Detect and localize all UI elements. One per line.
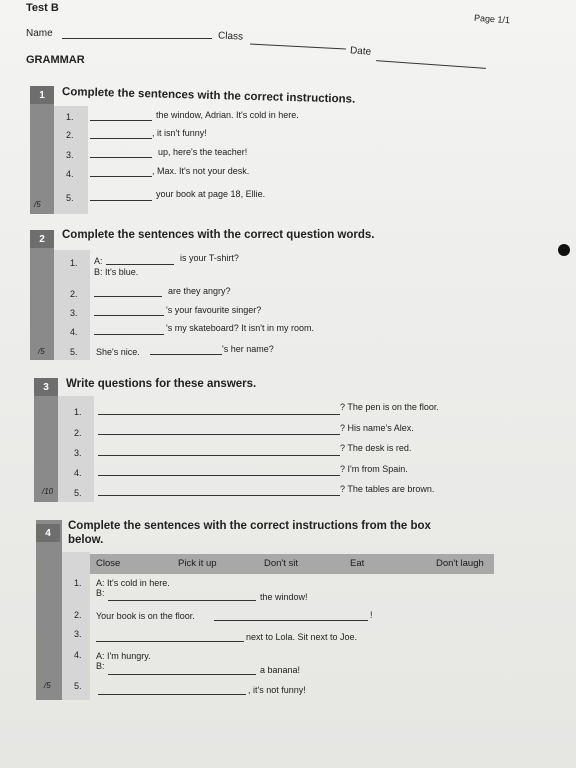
s3-blank — [98, 434, 340, 435]
s3-item-num: 4. — [74, 468, 82, 478]
s3-item-text: ? The desk is red. — [340, 443, 412, 453]
word-box-option: Don't laugh — [436, 558, 484, 569]
s4-speaker-b: B: — [96, 661, 105, 671]
s4-item-num: 3. — [74, 629, 82, 639]
s4-speaker-a: A: It's cold in here. — [96, 578, 170, 588]
page-number: Page 1/1 — [473, 12, 511, 26]
section3-title: Write questions for these answers. — [66, 378, 257, 390]
s2-speaker-a: A: — [94, 256, 103, 266]
s1-item-num: 4. — [66, 169, 74, 179]
s4-blank — [108, 674, 256, 675]
s3-blank — [98, 475, 340, 476]
s1-blank — [90, 138, 152, 139]
s1-item-num: 3. — [66, 150, 74, 160]
section4-score: /5 — [44, 681, 51, 690]
s2-item-text: 's my skateboard? It isn't in my room. — [166, 323, 314, 333]
s4-speaker-a: A: I'm hungry. — [96, 651, 151, 661]
s3-blank — [98, 495, 340, 496]
date-label: Date — [349, 45, 372, 58]
s4-blank — [98, 694, 246, 695]
s1-blank — [90, 200, 152, 201]
word-box-option: Don't sit — [264, 558, 299, 569]
s3-item-num: 5. — [74, 488, 82, 498]
s2-blank — [150, 354, 222, 355]
s2-item-num: 1. — [70, 258, 78, 268]
name-line — [62, 38, 212, 39]
s1-item-text: your book at page 18, Ellie. — [156, 189, 266, 199]
section2-title: Complete the sentences with the correct question words. — [62, 229, 375, 241]
s3-item-num: 3. — [74, 448, 82, 458]
s2-item-text: are they angry? — [168, 286, 231, 296]
section3-number: 3 — [34, 378, 58, 396]
punch-hole — [558, 244, 570, 256]
s3-item-text: ? The pen is on the floor. — [340, 402, 439, 412]
section2-score: /5 — [38, 347, 45, 356]
s1-item-text: , Max. It's not your desk. — [152, 166, 250, 176]
date-line — [376, 60, 486, 69]
s2-item-num: 4. — [70, 327, 78, 337]
word-box-option: Eat — [350, 558, 365, 569]
s2-item-text: 's her name? — [222, 344, 274, 354]
s4-blank — [108, 600, 256, 601]
s4-item-num: 1. — [74, 578, 82, 588]
word-box — [90, 554, 494, 574]
word-box-option: Pick it up — [178, 558, 217, 569]
section4-title-line1: Complete the sentences with the correct instructions from the box — [68, 520, 431, 532]
s2-item-pre: She's nice. — [96, 347, 140, 357]
s3-item-num: 1. — [74, 407, 82, 417]
section4-number: 4 — [36, 524, 60, 542]
section1-sidebar — [30, 88, 54, 214]
s2-blank — [94, 296, 162, 297]
s2-item-num: 5. — [70, 347, 78, 357]
s3-blank — [98, 455, 340, 456]
section3-sidebar — [34, 378, 58, 502]
s1-item-text: up, here's the teacher! — [158, 147, 248, 157]
s3-item-num: 2. — [74, 428, 82, 438]
s2-blank — [106, 264, 174, 265]
s4-blank — [96, 641, 244, 642]
section1-number: 1 — [30, 86, 54, 104]
s1-item-num: 2. — [66, 130, 74, 140]
section4-sidebar — [36, 520, 62, 700]
s1-blank — [90, 157, 152, 158]
s4-item-num: 2. — [74, 610, 82, 620]
s4-item-text: a banana! — [260, 665, 301, 675]
section1-title: Complete the sentences with the correct instructions. — [61, 86, 356, 106]
s4-item-num: 5. — [74, 681, 82, 691]
s1-item-num: 1. — [66, 112, 74, 122]
s2-item-text: is your T-shirt? — [180, 253, 239, 263]
s2-speaker-b: B: It's blue. — [94, 267, 139, 277]
section4-number-bar — [62, 552, 90, 700]
s3-blank — [98, 414, 340, 415]
s4-item-text: the window! — [260, 592, 308, 602]
class-line — [250, 43, 346, 49]
section3-score: /10 — [42, 487, 54, 496]
class-label: Class — [217, 30, 244, 43]
section1-score: /5 — [34, 200, 41, 209]
s3-item-text: ? His name's Alex. — [340, 423, 414, 433]
s4-item-text: ! — [370, 610, 373, 620]
s1-blank — [90, 120, 152, 121]
s1-item-text: , it isn't funny! — [152, 128, 207, 138]
s4-speaker-b: B: — [96, 588, 105, 598]
s2-item-num: 2. — [70, 289, 78, 299]
s2-item-text: 's your favourite singer? — [166, 305, 262, 315]
section4-title-line2: below. — [68, 534, 104, 546]
s2-item-num: 3. — [70, 308, 78, 318]
section2-sidebar — [30, 230, 54, 360]
s4-item-num: 4. — [74, 650, 82, 660]
s1-item-text: the window, Adrian. It's cold in here. — [156, 110, 299, 120]
s3-item-text: ? I'm from Spain. — [340, 464, 408, 474]
s2-blank — [94, 315, 164, 316]
s4-blank — [214, 620, 368, 621]
s1-blank — [90, 176, 152, 177]
word-box-option: Close — [96, 558, 121, 569]
s2-blank — [94, 334, 164, 335]
name-label: Name — [26, 28, 53, 39]
test-label: Test B — [26, 2, 59, 14]
section2-number: 2 — [30, 230, 54, 248]
s1-item-num: 5. — [66, 193, 74, 203]
s4-item-text: next to Lola. Sit next to Joe. — [246, 632, 358, 642]
s4-item-text: , it's not funny! — [248, 685, 306, 695]
s4-item-pre: Your book is on the floor. — [96, 611, 195, 621]
grammar-heading: GRAMMAR — [26, 54, 85, 66]
s3-item-text: ? The tables are brown. — [340, 484, 435, 494]
